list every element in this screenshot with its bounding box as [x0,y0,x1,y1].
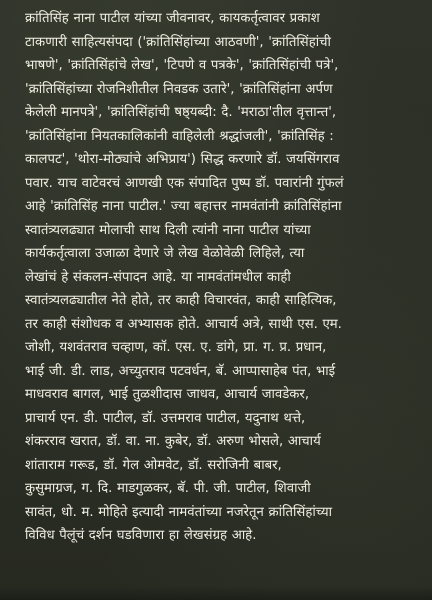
blurb-line: केलेली मानपत्रे', 'क्रांतिसिंहांची षष्ठ्यब्दी: दै. 'मराठा'तील वृत्तान्त', [25,105,337,120]
blurb-line: शांताराम गरूड, डॉ. गेल ओमवेट, डॉ. सरोजिनी बाबर, [25,457,282,473]
blurb-line: 'क्रांतिसिंहांच्या रोजनिशीतील निवडक उतारे', 'क्रांतिसिंहांना अर्पण [25,81,333,97]
blurb-line: भाषणे', 'क्रांतिसिंहांचे लेख', 'टिपणे व पत्रके', 'क्रांतिसिंहांची पत्रे', [25,58,339,73]
blurb-line: स्वातंत्र्यलढ्यातील नेते होते, तर काही विचारवंत, काही साहित्यिक, [25,293,337,308]
blurb-line: आहे 'क्रांतिसिंह नाना पाटील.' ज्या बहात्तर नामवंतांनी क्रांतिसिंहांना [25,199,342,214]
blurb-line: प्राचार्य एन. डी. पाटील, डॉ. उत्तमराव पाटील, यदुनाथ थत्ते, [25,410,306,426]
blurb-line: जोशी, यशवंतराव चव्हाण, कॉ. एस. ए. डांगे, प्रा. ग. प्र. प्रधान, [25,340,327,355]
blurb-line: भाई जी. डी. लाड, अच्युतराव पटवर्धन, बॅ. आप्पासाहेब पंत, भाई [25,363,336,379]
back-cover-blurb [25,7,417,548]
blurb-line: माधवराव बागल, भाई तुळशीदास जाधव, आचार्य जावडेकर, [25,387,310,402]
blurb-line: क्रांतिसिंह नाना पाटील यांच्या जीवनावर, कायकर्तृत्वावर प्रकाश [25,11,320,26]
blurb-line: स्वातंत्र्यलढ्यात मोलाची साथ दिली त्यांनी नाना पाटील यांच्या [25,222,311,238]
blurb-line: विविध पैलूंचं दर्शन घडविणारा हा लेखसंग्रह आहे. [25,528,257,543]
blurb-line: तर काही संशोधक व अभ्यासक होते. आचार्य अत्रे, साथी एस. एम. [25,316,342,332]
blurb-line: 'क्रांतिसिंहांना नियतकालिकांनी वाहिलेली श्रद्धांजली', 'क्रांतिसिंह : [25,128,334,144]
cover-bottom-edge [0,586,432,600]
blurb-line: पवार. याच वाटेवरचं आणखी एक संपादित पुष्प डॉ. पवारांनी गुंफलं [25,175,344,191]
blurb-line: लेखांचं हे संकलन-संपादन आहे. या नामवंतांमधील काही [25,269,291,285]
blurb-line: शंकरराव खरात, डॉ. वा. ना. कुबेर, डॉ. अरुण भोसले, आचार्य [25,434,321,449]
blurb-line: टाकणारी साहित्यसंपदा ('क्रांतिसिंहांच्या आठवणी', 'क्रांतिसिंहांची [25,34,331,50]
blurb-line: कार्यकर्तृत्वाला उजाळा देणारे जे लेख वेळोवेळी लिहिले, त्या [25,246,305,261]
blurb-line: सावंत, धो. म. मोहिते इत्यादी नामवंतांच्या नजरेतून क्रांतिसिंहांच्या [25,504,333,520]
blurb-line: कालपट', 'थोरा-मोठ्यांचे अभिप्राय') सिद्ध करणारे डॉ. जयसिंगराव [25,152,340,167]
blurb-line: कुसुमाग्रज, ग. दि. माडगुळकर, बॅ. पी. जी. पाटील, शिवाजी [25,481,311,496]
